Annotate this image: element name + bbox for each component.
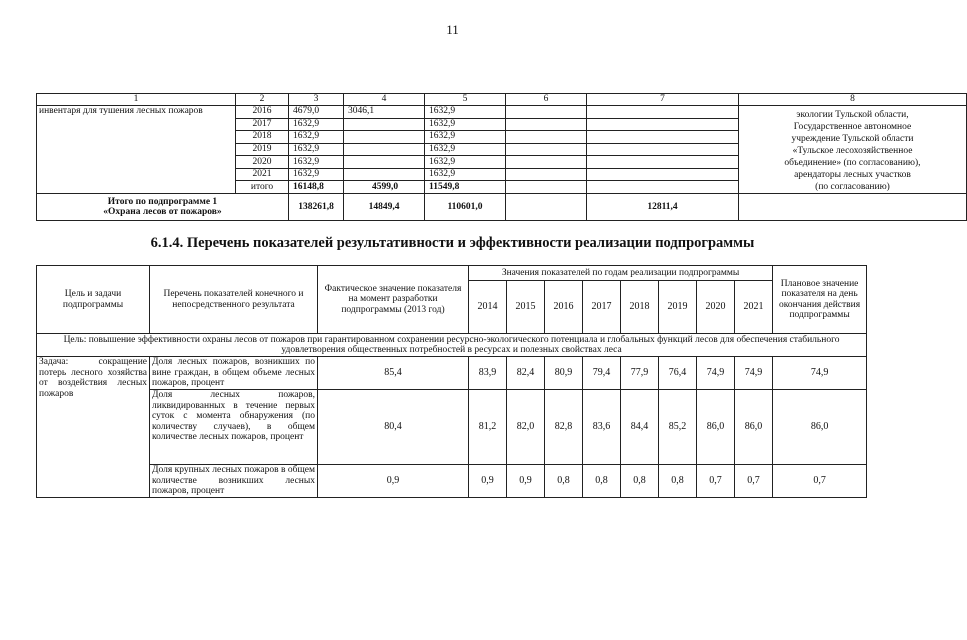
subprogram-total-line: Итого по подпрограмме 1 xyxy=(107,197,218,207)
year-header: 2015 xyxy=(507,281,545,334)
table1-header-cell: 3 xyxy=(289,94,344,106)
total-value: 11549,8 xyxy=(425,181,506,194)
year-value: 0,8 xyxy=(621,465,659,498)
total-value: 16148,8 xyxy=(289,181,344,194)
planned-value: 74,9 xyxy=(773,357,867,390)
year-header: 2019 xyxy=(659,281,697,334)
year-value: 84,4 xyxy=(621,390,659,465)
org-line: «Тульское лесохозяйственное xyxy=(792,146,913,156)
value-cell: 1632,9 xyxy=(289,131,344,144)
value-cell xyxy=(506,156,587,169)
goal-text: Цель: повышение эффективности охраны лесов от пожаров при гарантированном сохранении ресурсно-экологического потенциала и глобальных функций лесов для обеспечения стабильного удовлетворения общественных потребностей в ресурсах и полезных свойствах леса xyxy=(37,334,867,357)
value-cell xyxy=(739,194,967,221)
subprogram-total-value: 110601,0 xyxy=(425,194,506,221)
indicator-text: Доля крупных лесных пожаров в общем количестве возникших лесных пожаров, процент xyxy=(150,465,318,498)
year-header: 2016 xyxy=(545,281,583,334)
value-cell xyxy=(344,118,425,131)
year-value: 80,9 xyxy=(545,357,583,390)
task-text: Задача: сокращение потерь лесного хозяйства от воздействия лесных пожаров xyxy=(37,357,150,498)
year-cell: 2021 xyxy=(236,168,289,181)
page-number: 11 xyxy=(446,22,459,37)
value-cell xyxy=(587,156,739,169)
year-value: 85,2 xyxy=(659,390,697,465)
subprogram-total-value: 12811,4 xyxy=(587,194,739,221)
year-value: 74,9 xyxy=(697,357,735,390)
value-cell: 4679,0 xyxy=(289,106,344,119)
value-cell: 1632,9 xyxy=(425,156,506,169)
table1-header-cell: 2 xyxy=(236,94,289,106)
item-label: инвентаря для тушения лесных пожаров xyxy=(37,106,236,194)
subprogram-total-row xyxy=(37,194,967,221)
year-header: 2014 xyxy=(469,281,507,334)
table1-header-cell: 8 xyxy=(739,94,967,106)
year-value: 82,4 xyxy=(507,357,545,390)
year-value: 86,0 xyxy=(735,390,773,465)
table-row xyxy=(37,106,967,119)
org-line: объединение» (по согласованию), xyxy=(784,158,921,168)
header-goal-tasks: Цель и задачи подпрограммы xyxy=(37,266,150,334)
year-cell: 2020 xyxy=(236,156,289,169)
table1-header-cell: 5 xyxy=(425,94,506,106)
value-cell xyxy=(344,156,425,169)
year-value: 0,8 xyxy=(659,465,697,498)
value-cell xyxy=(587,181,739,194)
value-cell xyxy=(587,143,739,156)
value-cell: 1632,9 xyxy=(425,143,506,156)
planned-value: 86,0 xyxy=(773,390,867,465)
subprogram-total-label xyxy=(37,194,289,221)
year-value: 0,9 xyxy=(507,465,545,498)
value-cell: 1632,9 xyxy=(425,131,506,144)
value-cell: 1632,9 xyxy=(289,143,344,156)
value-cell: 1632,9 xyxy=(425,106,506,119)
actual-value: 0,9 xyxy=(318,465,469,498)
value-cell xyxy=(506,181,587,194)
subprogram-total-value: 138261,8 xyxy=(289,194,344,221)
year-value: 0,7 xyxy=(735,465,773,498)
org-line: арендаторы лесных участков xyxy=(794,170,911,180)
value-cell xyxy=(506,106,587,119)
value-cell xyxy=(587,131,739,144)
value-cell: 1632,9 xyxy=(425,168,506,181)
indicators-table xyxy=(36,265,867,498)
year-cell: 2016 xyxy=(236,106,289,119)
year-value: 86,0 xyxy=(697,390,735,465)
year-value: 82,8 xyxy=(545,390,583,465)
table1-header-cell: 7 xyxy=(587,94,739,106)
year-header: 2021 xyxy=(735,281,773,334)
year-value: 0,8 xyxy=(583,465,621,498)
subprogram-total-value: 14849,4 xyxy=(344,194,425,221)
value-cell xyxy=(587,106,739,119)
value-cell: 1632,9 xyxy=(289,168,344,181)
value-cell: 1632,9 xyxy=(289,118,344,131)
year-header: 2020 xyxy=(697,281,735,334)
value-cell xyxy=(344,131,425,144)
year-value: 0,8 xyxy=(545,465,583,498)
total-label: итого xyxy=(236,181,289,194)
header-planned: Плановое значение показателя на день окончания действия подпрограммы xyxy=(773,266,867,334)
org-line: экологии Тульской области, xyxy=(796,110,909,120)
value-cell xyxy=(506,143,587,156)
indicator-text: Доля лесных пожаров, ликвидированных в течение первых суток с момента обнаружения (по количеству случаев), в общем количестве лесных пожаров, процент xyxy=(150,390,318,465)
table1-header-cell: 4 xyxy=(344,94,425,106)
table-row xyxy=(37,465,867,498)
subprogram-total-line: «Охрана лесов от пожаров» xyxy=(103,207,222,217)
year-header: 2018 xyxy=(621,281,659,334)
table-row xyxy=(37,390,867,465)
table1-header-cell: 6 xyxy=(506,94,587,106)
value-cell: 1632,9 xyxy=(425,118,506,131)
section-title: 6.1.4. Перечень показателей результативности и эффективности реализации подпрограммы xyxy=(150,235,755,251)
year-value: 83,9 xyxy=(469,357,507,390)
year-cell: 2019 xyxy=(236,143,289,156)
table1-header-cell: 1 xyxy=(37,94,236,106)
actual-value: 85,4 xyxy=(318,357,469,390)
responsible-org xyxy=(739,106,967,194)
table2-header-row xyxy=(37,266,867,281)
year-value: 79,4 xyxy=(583,357,621,390)
year-cell: 2018 xyxy=(236,131,289,144)
value-cell: 1632,9 xyxy=(289,156,344,169)
year-value: 83,6 xyxy=(583,390,621,465)
planned-value: 0,7 xyxy=(773,465,867,498)
subprogram-total-value xyxy=(506,194,587,221)
value-cell xyxy=(506,131,587,144)
org-line: (по согласованию) xyxy=(815,182,890,192)
year-value: 0,9 xyxy=(469,465,507,498)
org-line: учреждение Тульской области xyxy=(791,134,914,144)
header-actual: Фактическое значение показателя на момент разработки подпрограммы (2013 год) xyxy=(318,266,469,334)
year-value: 81,2 xyxy=(469,390,507,465)
year-value: 74,9 xyxy=(735,357,773,390)
year-header: 2017 xyxy=(583,281,621,334)
value-cell xyxy=(344,168,425,181)
financing-table xyxy=(36,93,967,221)
total-value: 4599,0 xyxy=(344,181,425,194)
year-value: 82,0 xyxy=(507,390,545,465)
table1-header-row xyxy=(37,94,967,106)
org-line: Государственное автономное xyxy=(793,122,912,132)
table-row xyxy=(37,357,867,390)
header-by-years: Значения показателей по годам реализации подпрограммы xyxy=(469,266,773,281)
year-value: 0,7 xyxy=(697,465,735,498)
value-cell xyxy=(587,118,739,131)
year-value: 77,9 xyxy=(621,357,659,390)
value-cell xyxy=(344,143,425,156)
value-cell xyxy=(506,168,587,181)
indicator-text: Доля лесных пожаров, возникших по вине граждан, в общем объеме лесных пожаров, процент xyxy=(150,357,318,390)
year-cell: 2017 xyxy=(236,118,289,131)
value-cell xyxy=(587,168,739,181)
year-value: 76,4 xyxy=(659,357,697,390)
value-cell: 3046,1 xyxy=(344,106,425,119)
goal-row xyxy=(37,334,867,357)
header-indicators: Перечень показателей конечного и непосредственного результата xyxy=(150,266,318,334)
actual-value: 80,4 xyxy=(318,390,469,465)
value-cell xyxy=(506,118,587,131)
